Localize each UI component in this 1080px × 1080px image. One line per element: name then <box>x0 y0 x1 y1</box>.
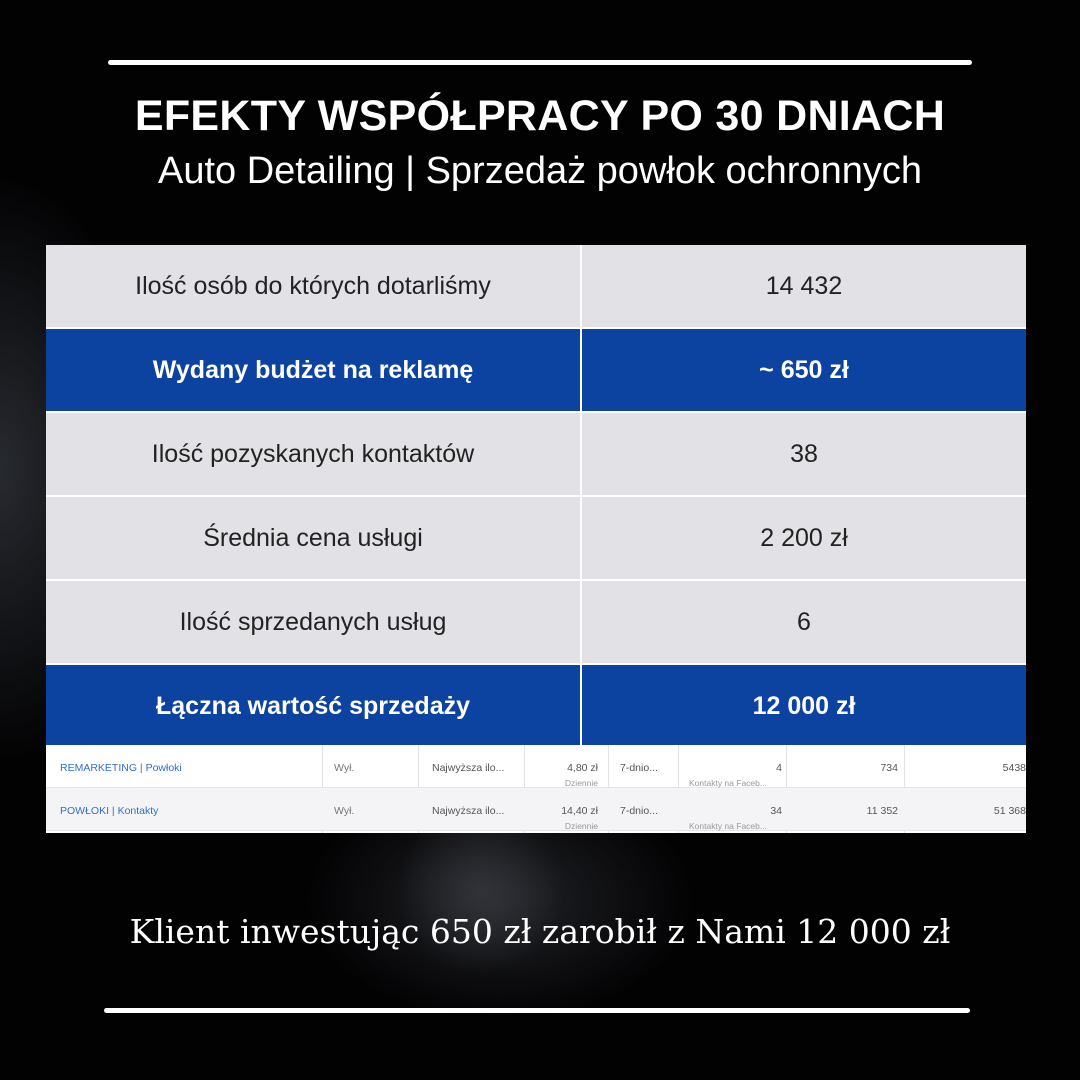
ad-campaign-row <box>46 788 1026 831</box>
results-label: Łączna wartość sprzedaży <box>46 665 582 747</box>
results-row <box>46 581 1026 665</box>
results-value: 6 <box>797 607 811 636</box>
results-row <box>46 497 1026 581</box>
campaign-status: Wył. <box>334 805 355 817</box>
campaign-budget-type: Dziennie <box>564 778 598 788</box>
campaign-attribution: 7-dnio... <box>620 805 658 817</box>
campaign-results-type: Kontakty na Faceb... <box>689 778 767 788</box>
top-divider <box>108 60 972 65</box>
page-title: EFEKTY WSPÓŁPRACY PO 30 DNIACH <box>134 92 946 140</box>
results-value: 38 <box>790 439 818 468</box>
results-table <box>46 245 1026 749</box>
results-value: ~ 650 zł <box>759 355 849 384</box>
results-label: Ilość osób do których dotarliśmy <box>46 245 582 327</box>
results-value: 2 200 zł <box>760 523 848 552</box>
results-row <box>46 665 1026 749</box>
campaign-reach: 11 352 <box>866 805 898 817</box>
results-row <box>46 329 1026 413</box>
campaign-name-link[interactable]: POWŁOKI | Kontakty <box>60 805 159 817</box>
campaign-results: 34 <box>770 805 782 817</box>
results-value: 12 000 zł <box>752 691 856 720</box>
campaign-status: Wył. <box>334 762 355 774</box>
campaign-budget: 14,40 zł <box>561 805 598 817</box>
bottom-divider <box>104 1008 970 1013</box>
results-label: Ilość sprzedanych usług <box>46 581 582 663</box>
campaign-results: 4 <box>776 762 782 774</box>
campaign-budget: 4,80 zł <box>567 762 598 774</box>
campaign-results-type: Kontakty na Faceb... <box>689 821 767 831</box>
campaign-attribution: 7-dnio... <box>620 762 658 774</box>
campaign-name-link[interactable]: REMARKETING | Powłoki <box>60 762 182 774</box>
results-label: Wydany budżet na reklamę <box>46 329 582 411</box>
results-label: Średnia cena usługi <box>46 497 582 579</box>
campaign-strategy: Najwyższa ilo... <box>432 805 505 817</box>
campaign-reach: 734 <box>880 762 898 774</box>
ad-campaign-row <box>46 745 1026 788</box>
results-label: Ilość pozyskanych kontaktów <box>46 413 582 495</box>
campaign-budget-type: Dziennie <box>564 821 598 831</box>
results-row <box>46 413 1026 497</box>
results-value: 14 432 <box>765 271 843 300</box>
campaign-impressions: 5438 <box>1002 762 1026 774</box>
page-subtitle: Auto Detailing | Sprzedaż powłok ochronnych <box>158 150 922 192</box>
ads-manager-screenshot <box>46 745 1026 833</box>
campaign-impressions: 51 368 <box>993 805 1026 817</box>
results-row <box>46 245 1026 329</box>
summary-text: Klient inwestując 650 zł zarobił z Nami 12 000 zł <box>129 912 951 951</box>
campaign-strategy: Najwyższa ilo... <box>432 762 505 774</box>
